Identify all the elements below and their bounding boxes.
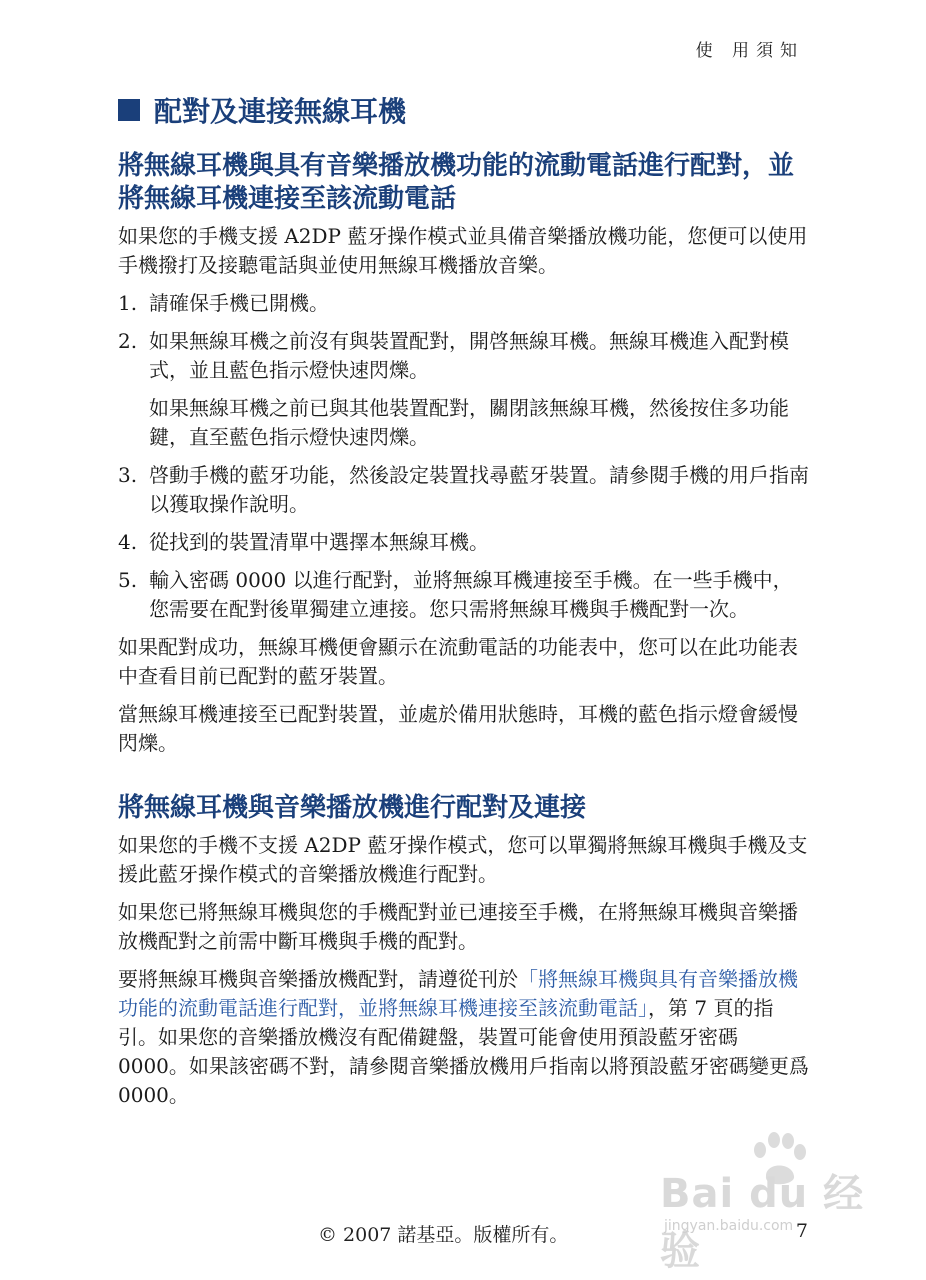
watermark-brand: Bai du 经验 bbox=[660, 1171, 865, 1274]
para-3-lead: 要將無線耳機與音樂播放機配對，請遵從刊於 bbox=[118, 967, 518, 991]
subsection-2-para-1: 如果您的手機不支援 A2DP 藍牙操作模式，您可以單獨將無線耳機與手機及支援此藍牙操作模式的音樂播放機進行配對。 bbox=[118, 833, 808, 886]
page-number: 7 bbox=[795, 1220, 808, 1242]
step-number: 1. bbox=[118, 291, 138, 315]
step-text: 輸入密碼 0000 以進行配對，並將無線耳機連接至手機。在一些手機中，您需要在配對後單獨建立連接。您只需將無線耳機與手機配對一次。 bbox=[149, 568, 793, 621]
watermark-url: jingyan.baidu.com bbox=[664, 1218, 794, 1234]
step-item bbox=[118, 327, 810, 452]
step-text: 啓動手機的藍牙功能，然後設定裝置找尋藍牙裝置。請參閱手機的用戶指南以獲取操作說明。 bbox=[149, 463, 809, 516]
running-head: 使 用須知 bbox=[695, 41, 804, 61]
step-number: 4. bbox=[118, 530, 138, 554]
step-item bbox=[118, 528, 810, 557]
copyright-notice: © 2007 諾基亞。版權所有。 bbox=[318, 1224, 569, 1246]
subsection-1-title: 將無線耳機與具有音樂播放機功能的流動電話進行配對，並將無線耳機連接至該流動電話 bbox=[118, 151, 795, 214]
step-text: 從找到的裝置清單中選擇本無線耳機。 bbox=[149, 530, 489, 554]
step-text: 請確保手機已開機。 bbox=[149, 291, 329, 315]
baidu-jingyan-watermark bbox=[656, 1132, 876, 1274]
subsection-2-title: 將無線耳機與音樂播放機進行配對及連接 bbox=[118, 793, 587, 823]
subsection-2-para-3 bbox=[118, 965, 810, 1110]
step-number: 2. bbox=[118, 329, 138, 353]
subsection-1-para-after-1: 如果配對成功，無線耳機便會顯示在流動電話的功能表中，您可以在此功能表中查看目前已配對的藍牙裝置。 bbox=[118, 635, 798, 688]
step-text: 如果無線耳機之前沒有與裝置配對，開啓無線耳機。無線耳機進入配對模式，並且藍色指示燈快速閃爍。 bbox=[149, 329, 789, 382]
subsection-1-para-after-2: 當無線耳機連接至已配對裝置，並處於備用狀態時，耳機的藍色指示燈會緩慢閃爍。 bbox=[118, 702, 798, 755]
subsection-1-intro: 如果您的手機支援 A2DP 藍牙操作模式並具備音樂播放機功能，您便可以使用手機撥打及接聽電話與並使用無線耳機播放音樂。 bbox=[118, 224, 808, 277]
step-item bbox=[118, 461, 810, 519]
steps-list bbox=[118, 289, 810, 624]
subsection-2-para-2: 如果您已將無線耳機與您的手機配對並已連接至手機，在將無線耳機與音樂播放機配對之前需中斷耳機與手機的配對。 bbox=[118, 900, 798, 953]
step-number: 5. bbox=[118, 568, 138, 592]
para-3-tail: ，第 7 頁的指引。如果您的音樂播放機沒有配備鍵盤，裝置可能會使用預設藍牙密碼 0000。如果該密碼不對，請參閱音樂播放機用戶指南以將預設藍牙密碼變更爲 0000。 bbox=[118, 996, 809, 1107]
step-item bbox=[118, 289, 810, 318]
cross-reference-link[interactable]: 「將無線耳機與具有音樂播放機功能的流動電話進行配對，並將無線耳機連接至該流動電話」 bbox=[118, 967, 798, 1020]
square-bullet-icon bbox=[118, 99, 140, 121]
step-number: 3. bbox=[118, 463, 138, 487]
step-item bbox=[118, 566, 810, 624]
section-heading bbox=[118, 90, 406, 130]
step-continuation: 如果無線耳機之前已與其他裝置配對，關閉該無線耳機，然後按住多功能鍵，直至藍色指示燈快速閃爍。 bbox=[149, 396, 789, 449]
section-title: 配對及連接無線耳機 bbox=[154, 95, 407, 128]
main-content bbox=[118, 150, 810, 1119]
